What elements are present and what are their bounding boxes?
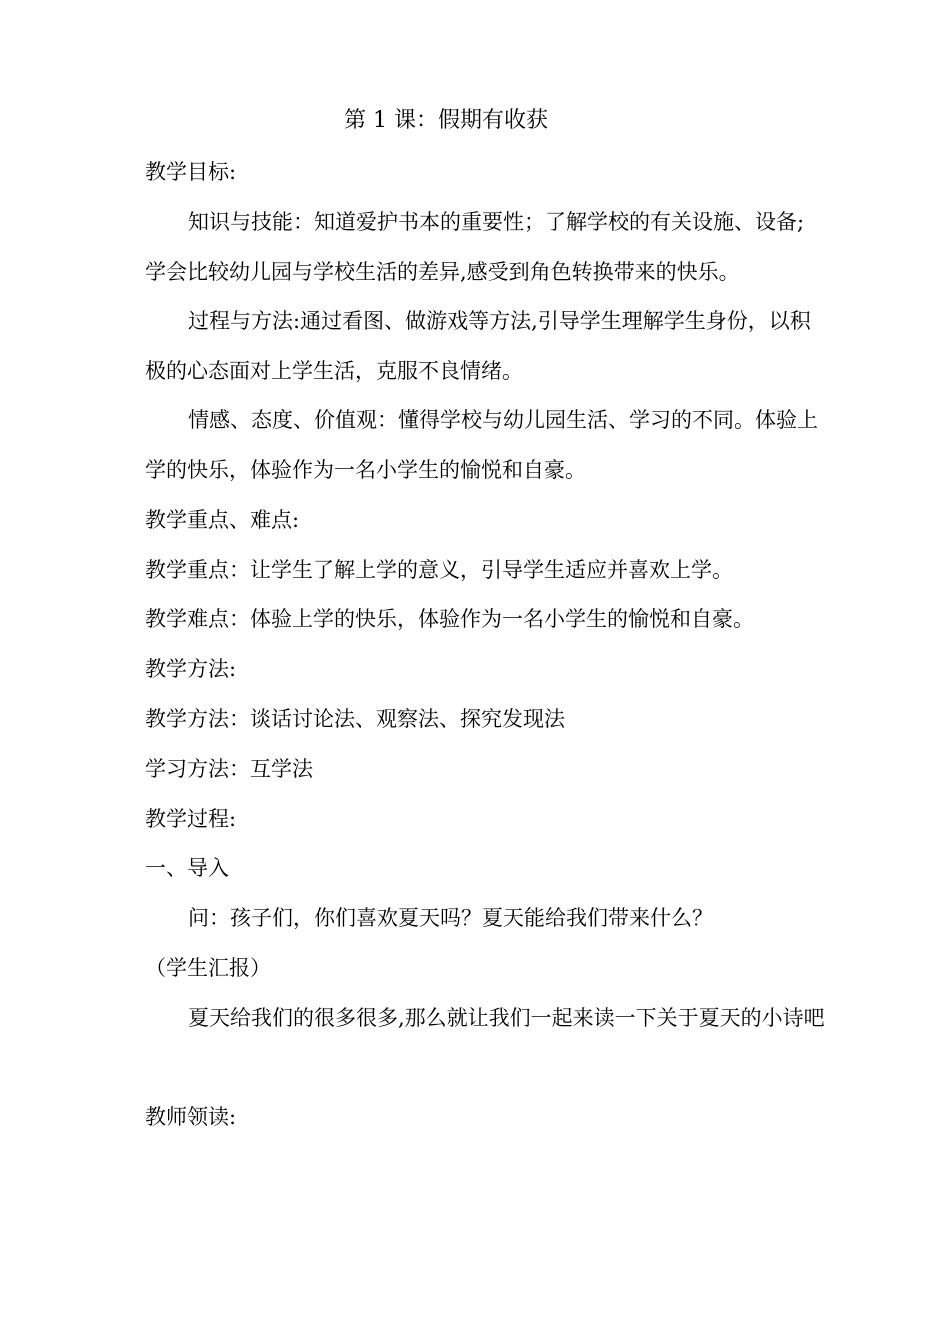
- key-point-line: 教学重点：让学生了解上学的意义，引导学生适应并喜欢上学。: [145, 558, 733, 582]
- objectives-heading: 教学目标:: [145, 160, 237, 184]
- student-report-note: （学生汇报）: [145, 956, 271, 980]
- intro-question: 问：孩子们，你们喜欢夏天吗？夏天能给我们带来什么？: [188, 906, 713, 930]
- teaching-methods-line: 教学方法：谈话讨论法、观察法、探究发现法: [145, 707, 565, 731]
- key-points-heading: 教学重点、难点:: [145, 508, 300, 532]
- emotion-values-paragraph: 情感、态度、价值观：懂得学校与幼儿园生活、学习的不同。体验上学的快乐，体验作为一名小学生的愉悦和自豪。: [145, 408, 818, 482]
- intro-heading: 一、导入: [145, 856, 229, 880]
- learning-methods-line: 学习方法：互学法: [145, 757, 313, 781]
- process-methods-paragraph: 过程与方法:通过看图、做游戏等方法,引导学生理解学生身份，以积极的心态面对上学生活，克服不良情绪。: [145, 309, 811, 383]
- teacher-reading-line: 教师领读:: [145, 1105, 237, 1129]
- lesson-title: 第 1 课：假期有收获: [344, 108, 548, 133]
- knowledge-skills-paragraph: 知识与技能：知道爱护书本的重要性；了解学校的有关设施、设备;学会比较幼儿园与学校生活的差异,感受到角色转换带来的快乐。: [145, 210, 805, 284]
- methods-heading: 教学方法:: [145, 657, 237, 681]
- summer-poem-intro-paragraph: 夏天给我们的很多很多,那么就让我们一起来读一下关于夏天的小诗吧: [188, 1006, 825, 1030]
- difficult-point-line: 教学难点：体验上学的快乐，体验作为一名小学生的愉悦和自豪。: [145, 607, 754, 631]
- process-heading: 教学过程:: [145, 807, 237, 831]
